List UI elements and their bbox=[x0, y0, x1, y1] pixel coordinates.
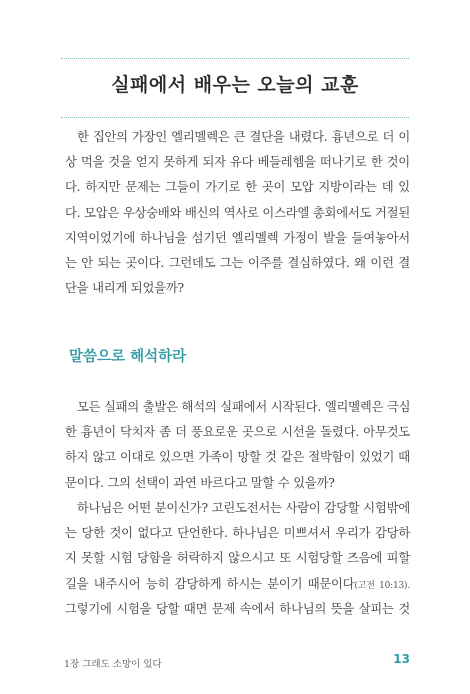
paragraph-line: 상 먹을 것을 얻지 못하게 되자 유다 베들레헴을 떠나기로 한 것이 bbox=[65, 155, 410, 170]
paragraph-2 bbox=[65, 395, 410, 496]
paragraph-line: 하지 않고 이대로 있으면 가족이 망할 것 같은 절박함이 있었기 때 bbox=[65, 450, 410, 465]
paragraph-line: 한 집안의 가장인 엘리멜렉은 큰 결단을 내렸다. 흉년으로 더 이 bbox=[77, 130, 410, 144]
paragraph-line: 다. 하지만 문제는 그들이 가기로 한 곳이 모압 지방이라는 데 있 bbox=[65, 180, 410, 195]
paragraph-line: 문이다. 그의 선택이 과연 바르다고 말할 수 있을까? bbox=[65, 475, 335, 490]
paragraph-line-text: 길을 내주시어 능히 감당하게 하시는 분이기 때문이다 bbox=[65, 576, 355, 591]
paragraph-line: 는 당한 것이 없다고 단언한다. 하나님은 미쁘셔서 우리가 감당하 bbox=[65, 526, 410, 541]
paragraph-line: 모든 실패의 출발은 해석의 실패에서 시작된다. 엘리멜렉은 극심 bbox=[77, 400, 411, 414]
paragraph-line: 단을 내리게 되었을까? bbox=[65, 281, 184, 296]
section-heading: 말씀으로 해석하라 bbox=[69, 349, 187, 365]
paragraph-line: 하나님은 어떤 분이신가? 고린도전서는 사람이 감당할 시험밖에 bbox=[77, 501, 410, 515]
title-rule-top bbox=[61, 58, 409, 59]
paragraph-line: 지역이었기에 하나님을 섬기던 엘리멜렉 가정이 발을 들여놓아서 bbox=[65, 230, 410, 245]
title-rule-bottom bbox=[61, 117, 409, 118]
paragraph-line: 그렇기에 시험을 당할 때면 문제 속에서 하나님의 뜻을 살피는 것 bbox=[65, 601, 410, 616]
chapter-title: 실패에서 배우는 오늘의 교훈 bbox=[111, 74, 359, 96]
paragraph-line: 다. 모압은 우상숭배와 배신의 역사로 이스라엘 총회에서도 거절된 bbox=[65, 205, 410, 220]
paragraph-line: 는 안 되는 곳이다. 그런데도 그는 이주를 결심하였다. 왜 이런 결 bbox=[65, 255, 410, 270]
paragraph-line-with-reference bbox=[65, 572, 410, 597]
paragraph-line: 한 흉년이 닥치자 좀 더 풍요로운 곳으로 시선을 돌렸다. 아무것도 bbox=[65, 425, 410, 440]
paragraph-3 bbox=[65, 496, 410, 622]
paragraph-1 bbox=[65, 125, 410, 301]
scripture-reference: (고전 10:13). bbox=[354, 580, 410, 591]
page-number: 13 bbox=[393, 652, 410, 666]
running-footer: 1장 그래도 소망이 있다 bbox=[64, 659, 162, 670]
paragraph-line: 지 못할 시험 당함을 허락하지 않으시고 또 시험당할 즈음에 피할 bbox=[65, 551, 410, 566]
